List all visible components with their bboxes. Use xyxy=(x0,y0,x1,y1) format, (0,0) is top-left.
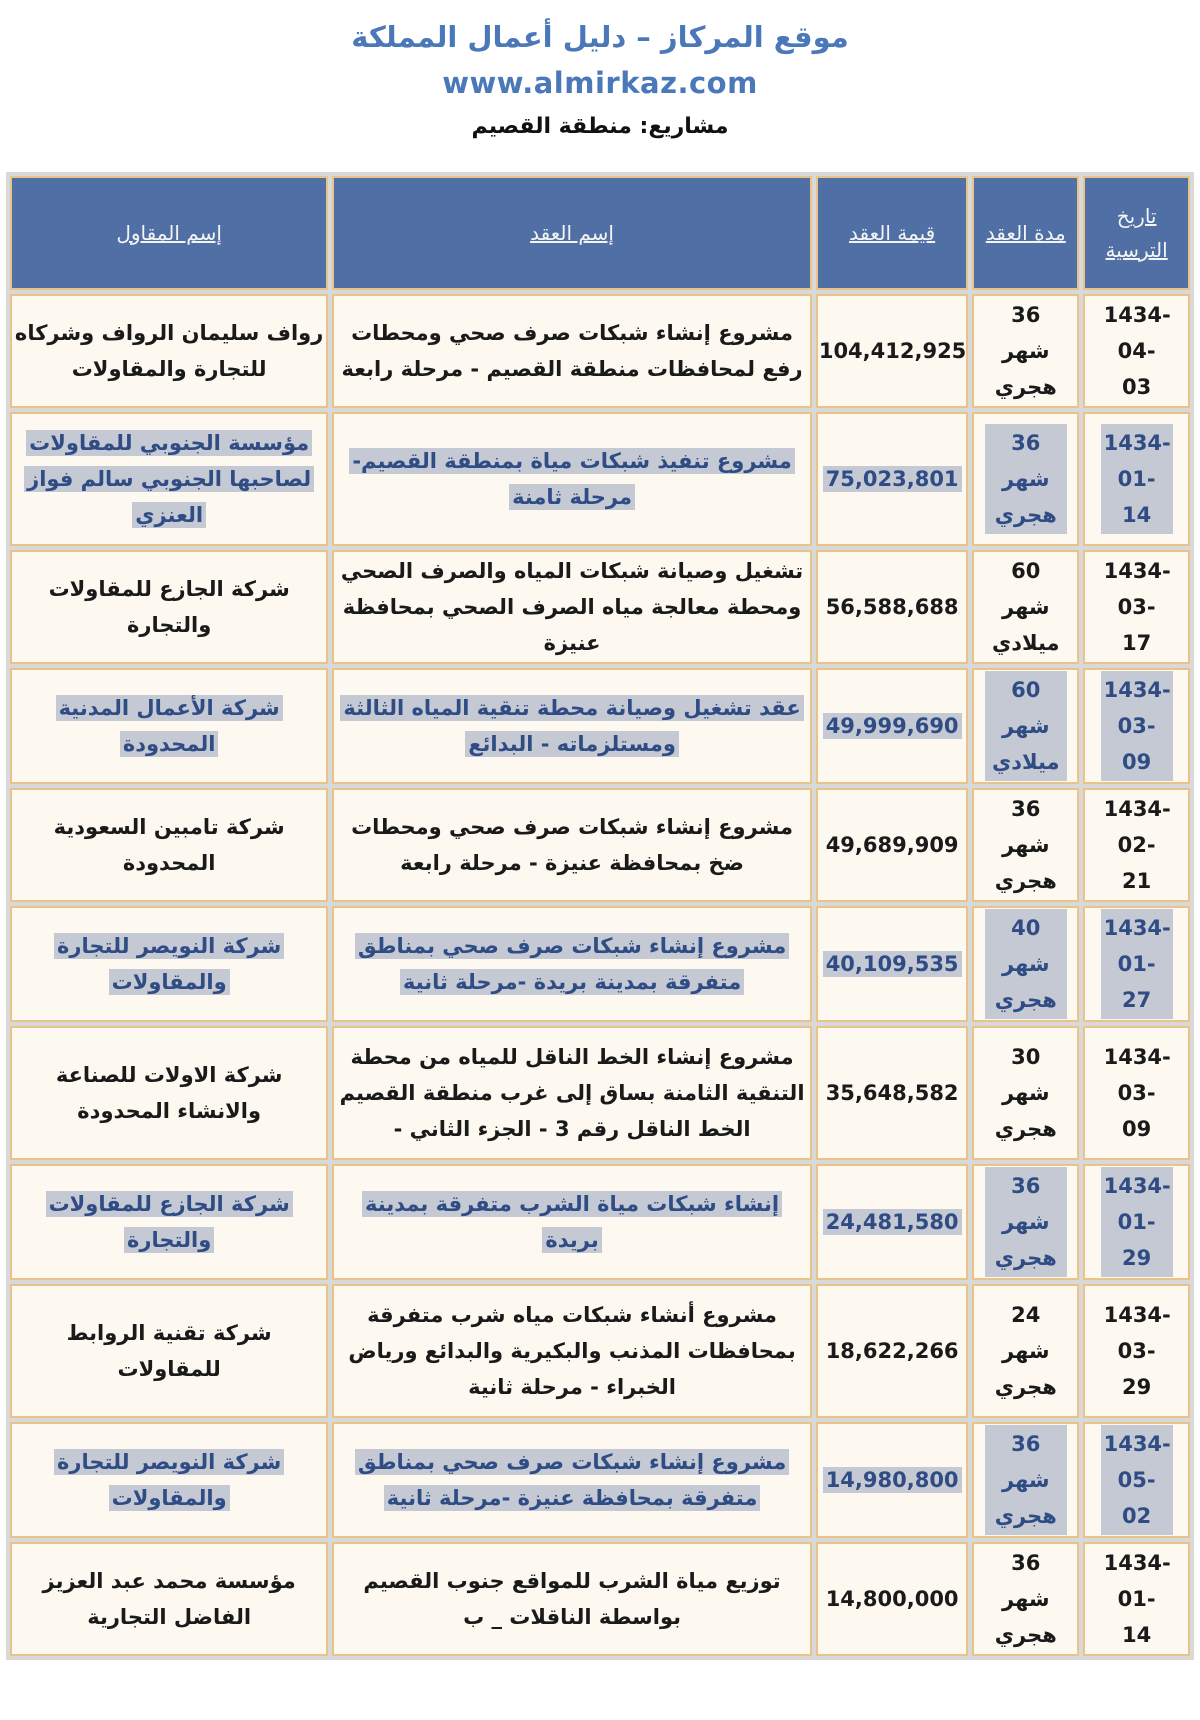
cell-contract-name: مشروع أنشاء شبكات مياه شرب متفرقة بمحافظات المذنب والبكيرية والبدائع ورياض الخبراء - مرحلة ثانية xyxy=(332,1284,812,1418)
projects-table xyxy=(6,172,1194,1660)
cell-date: 1434-01-14 xyxy=(1083,1542,1190,1656)
cell-value: 75,023,801 xyxy=(816,412,969,546)
cell-contract-name: عقد تشغيل وصيانة محطة تنقية المياه الثالثة ومستلزماته - البدائع xyxy=(332,668,812,784)
cell-duration: 36 شهر هجري xyxy=(972,412,1079,546)
cell-duration: 24 شهر هجري xyxy=(972,1284,1079,1418)
table-row xyxy=(10,1422,1190,1538)
column-header-contractor: إسم المقاول xyxy=(10,176,328,290)
column-header-date: تاريخ الترسية xyxy=(1083,176,1190,290)
cell-duration: 36 شهر هجري xyxy=(972,1422,1079,1538)
cell-value: 49,689,909 xyxy=(816,788,969,902)
cell-duration: 36 شهر هجري xyxy=(972,294,1079,408)
cell-contract-name: مشروع إنشاء شبكات صرف صحي ومحطات ضخ بمحافظة عنيزة - مرحلة رابعة xyxy=(332,788,812,902)
cell-contractor-name: شركة النويصر للتجارة والمقاولات xyxy=(10,1422,328,1538)
cell-date: 1434-03-09 xyxy=(1083,668,1190,784)
cell-contractor-name: شركة تقنية الروابط للمقاولات xyxy=(10,1284,328,1418)
cell-value: 35,648,582 xyxy=(816,1026,969,1160)
cell-duration: 60 شهر ميلادي xyxy=(972,668,1079,784)
cell-contractor-name: مؤسسة محمد عبد العزيز الفاضل التجارية xyxy=(10,1542,328,1656)
column-header-duration: مدة العقد xyxy=(972,176,1079,290)
cell-date: 1434-04-03 xyxy=(1083,294,1190,408)
table-row xyxy=(10,906,1190,1022)
cell-duration: 36 شهر هجري xyxy=(972,1164,1079,1280)
cell-contractor-name: شركة تامبين السعودية المحدودة xyxy=(10,788,328,902)
cell-duration: 60 شهر ميلادي xyxy=(972,550,1079,664)
page-title: موقع المركاز – دليل أعمال المملكة xyxy=(351,20,849,54)
cell-contract-name: مشروع إنشاء شبكات صرف صحي بمناطق متفرقة بمحافظة عنيزة -مرحلة ثانية xyxy=(332,1422,812,1538)
cell-contract-name: إنشاء شبكات مياة الشرب متفرقة بمدينة بريدة xyxy=(332,1164,812,1280)
cell-value: 14,800,000 xyxy=(816,1542,969,1656)
cell-contractor-name: شركة الجازع للمقاولات والتجارة xyxy=(10,550,328,664)
cell-contract-name: مشروع إنشاء الخط الناقل للمياه من محطة التنقية الثامنة بساق إلى غرب منطقة القصيم الخط الناقل رقم 3 - الجزء الثاني - xyxy=(332,1026,812,1160)
cell-contractor-name: شركة الاولات للصناعة والانشاء المحدودة xyxy=(10,1026,328,1160)
table-row xyxy=(10,1284,1190,1418)
cell-value: 24,481,580 xyxy=(816,1164,969,1280)
cell-duration: 36 شهر هجري xyxy=(972,1542,1079,1656)
cell-date: 1434-01-29 xyxy=(1083,1164,1190,1280)
cell-value: 14,980,800 xyxy=(816,1422,969,1538)
cell-date: 1434-03-17 xyxy=(1083,550,1190,664)
website-url[interactable]: www.almirkaz.com xyxy=(442,66,758,100)
cell-date: 1434-02-21 xyxy=(1083,788,1190,902)
cell-value: 40,109,535 xyxy=(816,906,969,1022)
cell-value: 56,588,688 xyxy=(816,550,969,664)
table-row xyxy=(10,788,1190,902)
table-row xyxy=(10,1164,1190,1280)
cell-date: 1434-03-09 xyxy=(1083,1026,1190,1160)
table-row xyxy=(10,1542,1190,1656)
table-header-row xyxy=(10,176,1190,290)
cell-duration: 40 شهر هجري xyxy=(972,906,1079,1022)
table-row xyxy=(10,1026,1190,1160)
cell-contractor-name: مؤسسة الجنوبي للمقاولات لصاحبها الجنوبي سالم فواز العنزي xyxy=(10,412,328,546)
page-subtitle: مشاريع: منطقة القصيم xyxy=(471,114,729,139)
cell-value: 104,412,925 xyxy=(816,294,969,408)
cell-contract-name: مشروع إنشاء شبكات صرف صحي ومحطات رفع لمحافظات منطقة القصيم - مرحلة رابعة xyxy=(332,294,812,408)
cell-date: 1434-01-14 xyxy=(1083,412,1190,546)
cell-date: 1434-03-29 xyxy=(1083,1284,1190,1418)
cell-value: 49,999,690 xyxy=(816,668,969,784)
table-row xyxy=(10,550,1190,664)
cell-date: 1434-01-27 xyxy=(1083,906,1190,1022)
cell-date: 1434-05-02 xyxy=(1083,1422,1190,1538)
column-header-contract: إسم العقد xyxy=(332,176,812,290)
cell-duration: 30 شهر هجري xyxy=(972,1026,1079,1160)
cell-contractor-name: شركة الأعمال المدنية المحدودة xyxy=(10,668,328,784)
cell-contract-name: مشروع إنشاء شبكات صرف صحي بمناطق متفرقة بمدينة بريدة -مرحلة ثانية xyxy=(332,906,812,1022)
cell-contractor-name: شركة النويصر للتجارة والمقاولات xyxy=(10,906,328,1022)
cell-value: 18,622,266 xyxy=(816,1284,969,1418)
cell-contractor-name: شركة الجازع للمقاولات والتجارة xyxy=(10,1164,328,1280)
cell-contract-name: مشروع تنفيذ شبكات مياة بمنطقة القصيم-مرحلة ثامنة xyxy=(332,412,812,546)
cell-duration: 36 شهر هجري xyxy=(972,788,1079,902)
table-row xyxy=(10,412,1190,546)
cell-contract-name: تشغيل وصيانة شبكات المياه والصرف الصحي ومحطة معالجة مياه الصرف الصحي بمحافظة عنيزة xyxy=(332,550,812,664)
cell-contractor-name: رواف سليمان الرواف وشركاه للتجارة والمقاولات xyxy=(10,294,328,408)
column-header-value: قيمة العقد xyxy=(816,176,969,290)
table-row xyxy=(10,294,1190,408)
cell-contract-name: توزيع مياة الشرب للمواقع جنوب القصيم بواسطة الناقلات _ ب xyxy=(332,1542,812,1656)
table-row xyxy=(10,668,1190,784)
